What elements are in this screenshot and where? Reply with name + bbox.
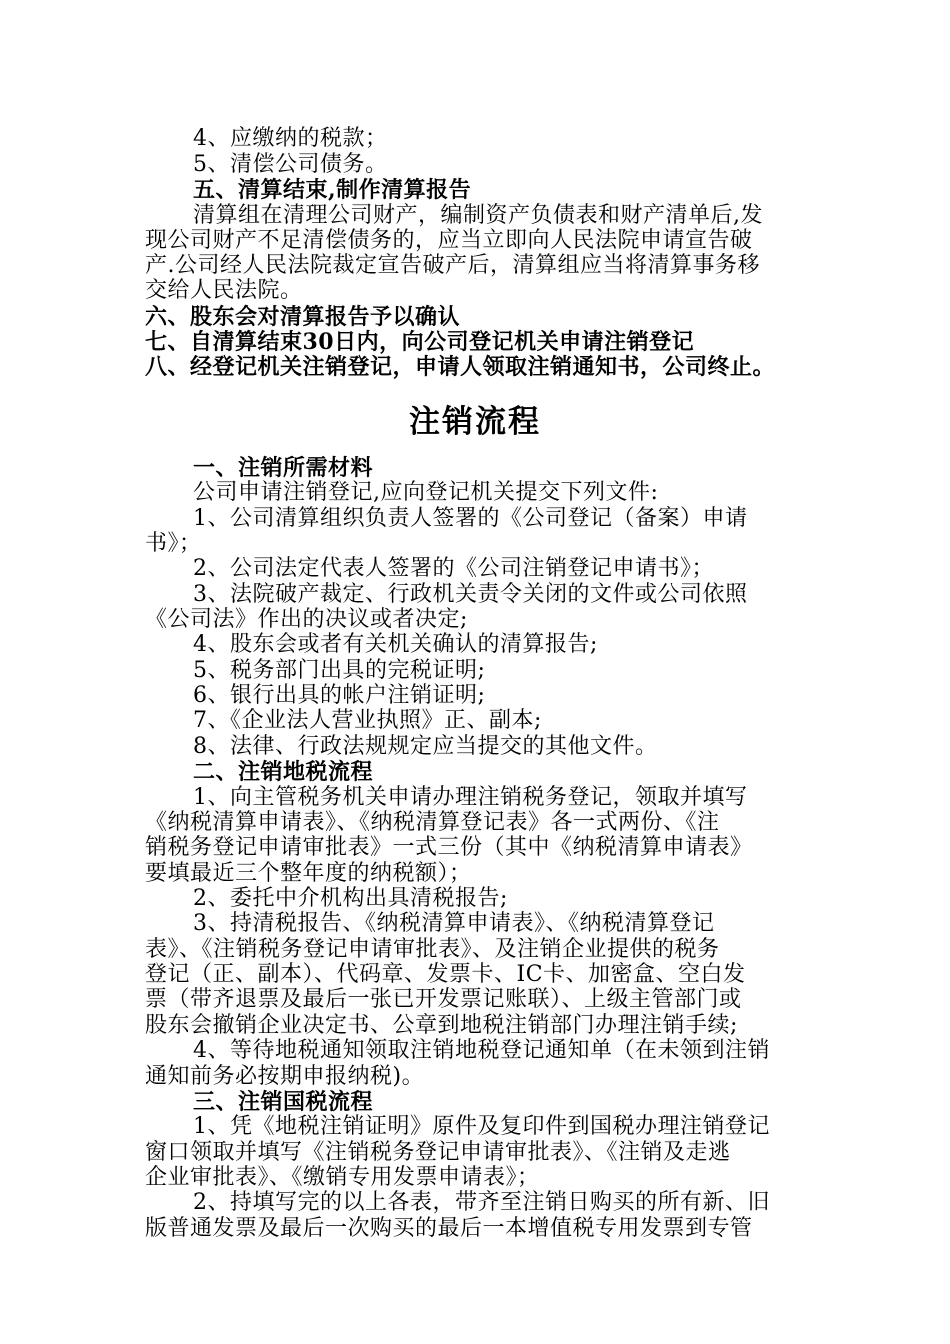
section-heading: 七、自清算结束30日内，向公司登记机关申请注销登记 xyxy=(145,329,695,355)
list-item: 2、持填写完的以上各表，带齐至注销日购买的所有新、旧 xyxy=(193,1190,770,1215)
paragraph-line: 现公司财产不足清偿债务的，应当立即向人民法院申请宣告破 xyxy=(145,228,753,253)
section-heading: 三、注销国税流程 xyxy=(193,1089,374,1115)
section-heading: 二、注销地税流程 xyxy=(193,759,374,785)
list-item: 《纳税清算申请表》、《纳税清算登记表》各一式两份、《注 xyxy=(145,810,720,835)
list-item: 版普通发票及最后一次购买的最后一本增值税专用发票到专管 xyxy=(145,1216,753,1241)
list-item: 3、法院破产裁定、行政机关责令关闭的文件或公司依照 xyxy=(193,582,748,607)
list-item: 1、向主管税务机关申请办理注销税务登记，领取并填写 xyxy=(193,785,748,810)
list-item: 销税务登记申请审批表》一式三份（其中《纳税清算申请表》 xyxy=(145,835,753,860)
page-title: 注销流程 xyxy=(409,404,541,440)
list-item: 表》、《注销税务登记申请审批表》、及注销企业提供的税务 xyxy=(145,937,720,962)
section-heading: 一、注销所需材料 xyxy=(193,455,374,481)
list-item: 2、公司法定代表人签署的《公司注销登记申请书》； xyxy=(193,556,714,581)
list-item: 票（带齐退票及最后一张已开发票记账联）、上级主管部门或 xyxy=(145,987,742,1012)
list-item: 2、委托中介机构出具清税报告; xyxy=(193,886,508,911)
list-item: 书》； xyxy=(145,531,202,556)
list-item: 4、应缴纳的税款； xyxy=(193,126,388,151)
paragraph-line: 交给人民法院。 xyxy=(145,278,303,303)
list-item: 《公司法》作出的决议或者决定; xyxy=(145,607,468,632)
list-item: 5、税务部门出具的完税证明; xyxy=(193,658,486,683)
list-item: 登记（正、副本）、代码章、发票卡、IC卡、加密盒、空白发 xyxy=(145,962,746,987)
paragraph-line: 产.公司经人民法院裁定宣告破产后，清算组应当将清算事务移 xyxy=(145,253,760,278)
list-item: 4、股东会或者有关机关确认的清算报告; xyxy=(193,632,598,657)
section-heading: 八、经登记机关注销登记，申请人领取注销通知书，公司终止。 xyxy=(145,354,776,380)
list-item: 要填最近三个整年度的纳税额）； xyxy=(145,861,472,886)
section-heading: 六、股东会对清算报告予以确认 xyxy=(145,304,461,330)
list-item: 5、清偿公司债务。 xyxy=(193,152,388,177)
list-item: 股东会撤销企业决定书、公章到地税注销部门办理注销手续; xyxy=(145,1013,738,1038)
list-item: 8、法律、行政法规规定应当提交的其他文件。 xyxy=(193,734,658,759)
section-heading: 五、清算结束,制作清算报告 xyxy=(193,177,472,203)
list-item: 窗口领取并填写《注销税务登记申请审批表》、《注销及走逃 xyxy=(145,1140,731,1165)
paragraph-line: 公司申请注销登记,应向登记机关提交下列文件: xyxy=(193,480,659,505)
list-item: 4、等待地税通知领取注销地税登记通知单（在未领到注销 xyxy=(193,1038,770,1063)
list-item: 通知前务必按期申报纳税)。 xyxy=(145,1064,425,1089)
list-item: 1、公司清算组织负责人签署的《公司登记（备案）申请 xyxy=(193,506,748,531)
list-item: 3、持清税报告、《纳税清算申请表》、《纳税清算登记 xyxy=(193,911,715,936)
list-item: 企业审批表》、《缴销专用发票申请表》； xyxy=(145,1165,540,1190)
list-item: 1、凭《地税注销证明》原件及复印件到国税办理注销登记 xyxy=(193,1114,770,1139)
list-item: 6、银行出具的帐户注销证明; xyxy=(193,683,486,708)
paragraph-line: 清算组在清理公司财产，编制资产负债表和财产清单后,发 xyxy=(193,203,763,228)
list-item: 7、《企业法人营业执照》正、副本; xyxy=(193,708,542,733)
